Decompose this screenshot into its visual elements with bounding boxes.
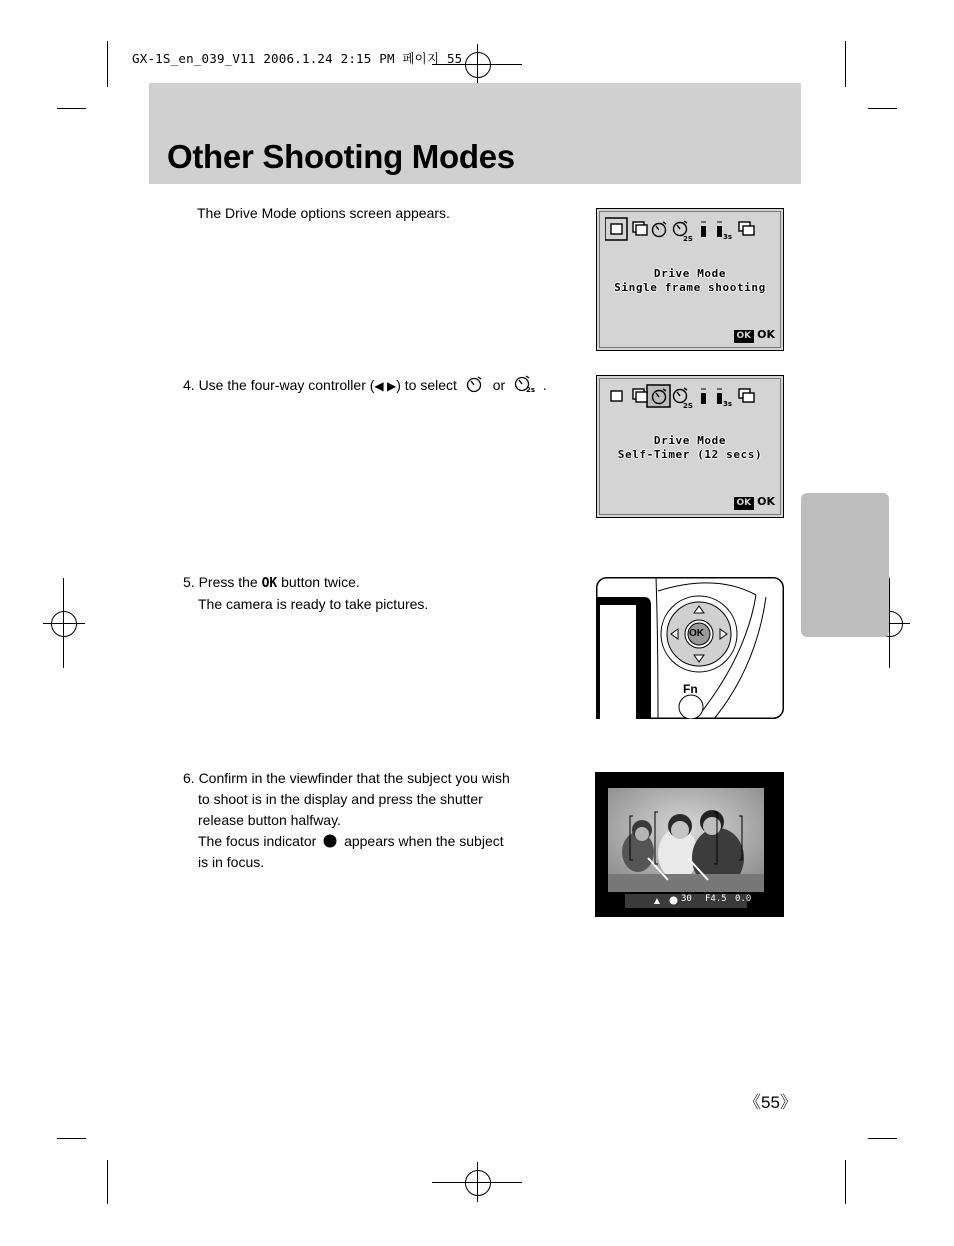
remote-icon <box>701 222 706 237</box>
ok-button-glyph: OK <box>261 576 278 591</box>
step-5-text <box>183 572 428 615</box>
single-frame-icon <box>611 391 622 401</box>
bracket-icon <box>739 222 754 235</box>
page-title: Other Shooting Modes <box>167 138 515 175</box>
step-4-or: or <box>492 377 506 393</box>
crop-mark <box>868 108 897 109</box>
drive-mode-icons <box>605 217 775 243</box>
lcd-ok-hint <box>734 495 776 510</box>
remote-3s-icon <box>717 222 732 241</box>
crop-mark <box>868 1138 897 1139</box>
svg-text:2S: 2S <box>683 235 693 243</box>
svg-text:3s: 3s <box>723 233 733 241</box>
intro-text: The Drive Mode options screen appears. <box>197 205 450 221</box>
shutter-speed-readout: 30 <box>681 894 692 904</box>
arrows-icon: ◀ ▶ <box>374 379 397 393</box>
registration-mark <box>465 52 491 78</box>
ok-button-label: OK <box>689 628 704 639</box>
viewfinder-illustration <box>595 772 784 917</box>
remote-3s-icon <box>717 389 732 408</box>
drive-mode-screen-single <box>596 208 784 351</box>
self-timer-2s-icon <box>674 221 693 243</box>
focus-indicator-icon <box>669 896 678 905</box>
single-frame-icon <box>611 224 622 234</box>
camera-back-illustration <box>596 577 784 719</box>
lcd-message <box>597 434 783 462</box>
step-6-line-3: release button halfway. <box>198 812 341 828</box>
camera-drawing <box>596 577 784 719</box>
svg-text:2S: 2S <box>683 402 693 410</box>
self-timer-2s-icon <box>674 388 693 410</box>
step-4-end: . <box>542 377 547 393</box>
person-mode-icon <box>653 897 661 905</box>
step-4-text <box>183 375 547 397</box>
ok-label: OK <box>757 328 775 341</box>
crop-mark <box>845 1160 846 1204</box>
bracket-icon <box>739 389 754 402</box>
step-6-line-4a: The focus indicator <box>198 833 317 849</box>
page-number: 《55》 <box>744 1093 797 1112</box>
step-6-text <box>183 768 510 873</box>
crop-mark <box>57 1138 86 1139</box>
lcd-ok-hint <box>734 328 776 343</box>
focus-indicator-icon <box>323 834 337 848</box>
lcd-line-1: Drive Mode <box>653 267 727 280</box>
ok-key-icon: OK <box>734 330 755 343</box>
self-timer-icon <box>465 375 485 393</box>
chapter-tab <box>801 493 889 637</box>
lcd-line-2: Single frame shooting <box>614 281 766 294</box>
lcd-line-2: Self-Timer (12 secs) <box>617 448 763 461</box>
step-5-line-1 <box>183 572 428 594</box>
ev-readout: 0.0 <box>735 894 752 904</box>
step-4-prefix: 4. Use the four-way controller ( <box>183 377 375 393</box>
step-5-suffix: button twice. <box>281 574 360 590</box>
remote-icon <box>701 389 706 404</box>
step-5-line-2: The camera is ready to take pictures. <box>198 596 429 612</box>
step-6-line-2: to shoot is in the display and press the shutter <box>198 791 483 807</box>
self-timer-2s-icon <box>513 375 535 393</box>
aperture-readout: F4.5 <box>705 894 727 904</box>
ok-key-icon: OK <box>734 497 755 510</box>
crop-mark <box>845 41 846 87</box>
lcd-line-1: Drive Mode <box>653 434 727 447</box>
step-4-middle: ) to select <box>396 377 457 393</box>
continuous-icon <box>633 222 647 235</box>
step-6-line-4 <box>183 831 510 852</box>
fn-button-label: Fn <box>683 682 698 696</box>
viewfinder-photo <box>608 788 764 892</box>
continuous-icon <box>633 389 647 402</box>
drive-mode-screen-self-timer <box>596 375 784 518</box>
crop-mark <box>107 41 108 87</box>
step-5-prefix: 5. Press the <box>183 574 258 590</box>
drive-mode-icons <box>605 384 775 410</box>
svg-text:3s: 3s <box>723 400 733 408</box>
registration-mark <box>51 611 77 637</box>
svg-text:2s: 2s <box>526 386 536 393</box>
crop-mark <box>57 108 86 109</box>
step-6-line-5: is in focus. <box>198 854 265 870</box>
self-timer-icon <box>653 222 667 237</box>
registration-mark <box>465 1170 491 1196</box>
step-6-line-4b: appears when the subject <box>344 833 504 849</box>
lcd-message <box>597 267 783 295</box>
step-6-line-1: 6. Confirm in the viewfinder that the subject you wish <box>183 770 510 786</box>
ok-label: OK <box>757 495 775 508</box>
print-slug: GX-1S_en_039_V11 2006.1.24 2:15 PM 페이지 55 <box>132 51 463 66</box>
crop-mark <box>107 1160 108 1204</box>
